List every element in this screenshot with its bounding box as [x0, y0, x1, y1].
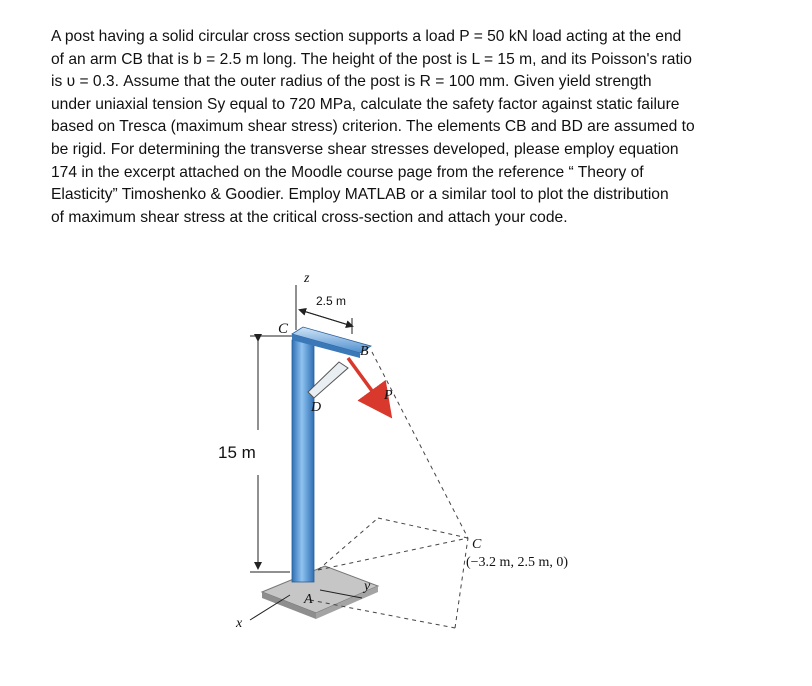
point-c-ground-label: C	[472, 537, 482, 552]
load-arrow	[348, 358, 386, 410]
axis-y-label: y	[364, 579, 371, 594]
axis-x-label: x	[236, 616, 243, 631]
problem-line-1: A post having a solid circular cross section supports a load P = 50 kN load acting at the end	[51, 28, 682, 45]
problem-line-7: 174 in the excerpt attached on the Moodle course page from the reference “ Theory of	[51, 163, 644, 181]
base-plate	[262, 566, 378, 619]
load-p-label: P	[384, 388, 393, 403]
height-dimension	[250, 336, 292, 572]
problem-line-6: be rigid. For determining the transverse shear stresses developed, please employ equation	[51, 140, 679, 158]
point-b-label: B	[360, 344, 369, 359]
height-label: 15 m	[218, 443, 256, 462]
problem-line-5: based on Tresca (maximum shear stress) criterion. The elements CB and BD are assumed to	[51, 118, 695, 136]
problem-line-9: of maximum shear stress at the critical cross-section and attach your code.	[51, 208, 568, 226]
arm-length-label: 2.5 m	[316, 294, 347, 308]
point-c-top-label: C	[278, 321, 289, 337]
axis-z-label: z	[304, 271, 310, 286]
problem-line-2: of an arm CB that is b = 2.5 m long. The height of the post is L = 15 m, and its Poisson's ratio	[51, 50, 692, 68]
problem-line-4: under uniaxial tension Sy equal to 720 MPa, calculate the safety factor against static failure	[51, 95, 680, 113]
problem-line-3: is υ = 0.3. Assume that the outer radius of the post is R = 100 mm. Given yield strength	[51, 73, 652, 91]
point-c-coords-label: (−3.2 m, 2.5 m, 0)	[466, 555, 568, 570]
point-a-label: A	[304, 592, 313, 607]
problem-line-8: Elasticity” Timoshenko & Goodier. Employ MATLAB or a similar tool to plot the distribution	[51, 186, 669, 204]
vertical-post	[292, 340, 314, 582]
point-d-label: D	[311, 400, 322, 415]
